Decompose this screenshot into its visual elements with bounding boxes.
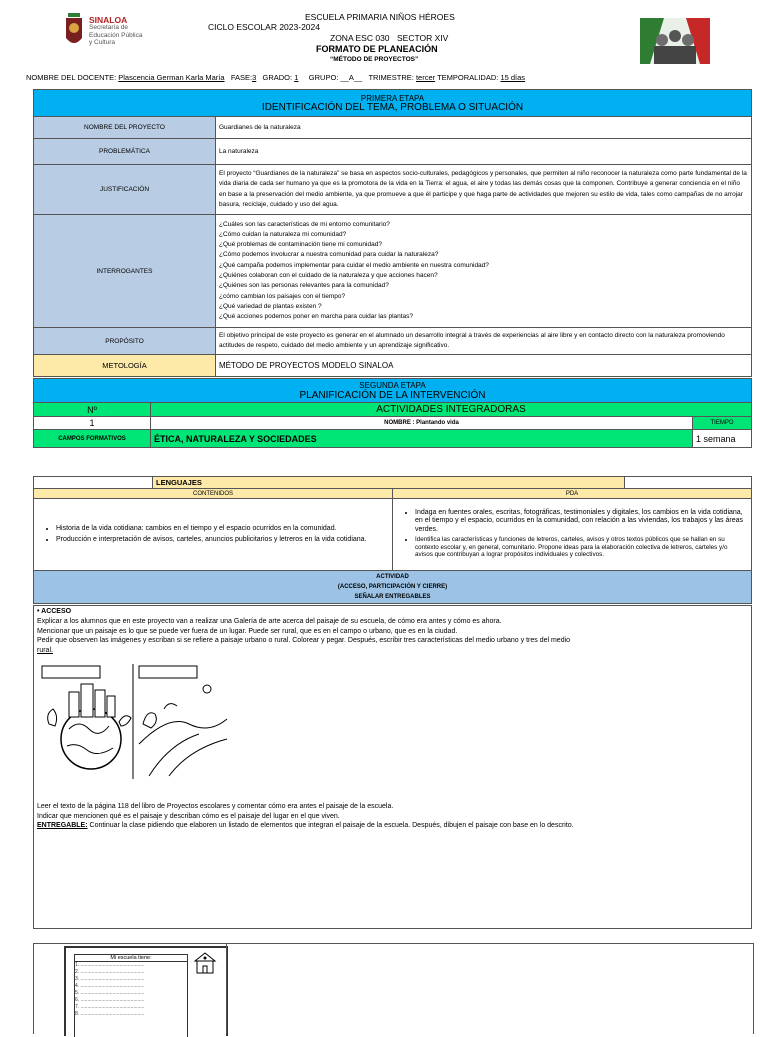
temporality-label: TEMPORALIDAD: bbox=[437, 73, 499, 82]
stage2-title: SEGUNDA ETAPA bbox=[359, 380, 426, 390]
activity-name: NOMBRE : Plantando vida bbox=[151, 417, 693, 430]
question-item: ¿Quiénes colaboran con el cuidado de la naturaleza y que acciones hacen? bbox=[219, 272, 438, 279]
pda-item: • Indaga en fuentes orales, escritas, fotográficas, testimoniales y digitales, los cambios en la vida cotidiana, en el tiempo y el espacio, ocurridos en la comunidad, con relación a las viviendas, los trabajos y las áreas verdes. bbox=[415, 509, 743, 535]
trimester-value: tercer bbox=[415, 73, 436, 82]
worksheet-section bbox=[33, 943, 754, 1034]
worksheet-item: 5. .............................................. bbox=[75, 990, 145, 996]
field-value: ÉTICA, NATURALEZA Y SOCIEDADES bbox=[151, 430, 693, 448]
worksheet-title: Mi escuela tiene: bbox=[75, 955, 187, 962]
time-label: TIEMPO bbox=[693, 417, 752, 430]
org-sub-line: y Cultura bbox=[89, 39, 116, 46]
time-value: 1 semana bbox=[693, 430, 752, 448]
teacher-name: Plascencia German Karla María bbox=[118, 73, 225, 82]
method-value: MÉTODO DE PROYECTOS MODELO SINALOA bbox=[216, 355, 752, 377]
question-item: ¿Cuáles son las características de mi entorno comunitario? bbox=[219, 220, 390, 228]
lenguajes-empty bbox=[625, 477, 752, 489]
org-sub-line: Secretaría de bbox=[89, 24, 129, 31]
worksheet-item: 2. .............................................. bbox=[75, 969, 145, 975]
pda-cell bbox=[393, 499, 752, 571]
deliverable-text: Continuar la clase pidiendo que elaboren un listado de elementos que integran el paisaje de la escuela. Después, dibujen el paisaje con base en lo descrito. bbox=[87, 822, 574, 829]
org-sub-line: Educación Pública bbox=[89, 31, 143, 39]
questions-list bbox=[216, 215, 752, 328]
acceso-line: rural. bbox=[37, 646, 53, 654]
worksheet-item: 4. .............................................. bbox=[75, 983, 145, 989]
acceso-intro bbox=[37, 617, 570, 655]
stage1-title: PRIMERA ETAPA bbox=[360, 94, 425, 103]
activity-title: ACTIVIDAD bbox=[376, 574, 409, 580]
temporality-value: 15 días bbox=[500, 73, 526, 82]
purpose-label: PROPÓSITO bbox=[34, 328, 216, 355]
project-label: NOMBRE DEL PROYECTO bbox=[34, 117, 216, 139]
question-item: ¿Quiénes son las personas relevantes para la comunidad? bbox=[219, 282, 389, 290]
acceso-line: Indicar que mencionen qué es el paisaje y describan cómo es el paisaje del lugar en el que viven. bbox=[37, 812, 340, 820]
acceso-title: • ACCESO bbox=[37, 608, 72, 615]
school-building-icon bbox=[192, 951, 218, 980]
org-name: SINALOA bbox=[89, 15, 128, 25]
worksheet-item: 7. .............................................. bbox=[75, 1004, 145, 1010]
question-item: ¿Qué problemas de contaminación tiene mi comunidad? bbox=[219, 241, 382, 249]
acceso-line: Pedir que observen las imágenes y escriban si se refiere a paisaje urbano o rural. Colorear y pegar. Después, escribir tres características del medio urbano y tres del medio bbox=[37, 637, 571, 644]
contents-table bbox=[33, 488, 752, 604]
worksheet-card bbox=[64, 946, 228, 1036]
heroes-image bbox=[640, 10, 710, 64]
worksheet-item: 3. .............................................. bbox=[75, 976, 145, 982]
acceso-line: Explicar a los alumnos que en este proyecto van a realizar una Galería de arte acerca del paisaje de su escuela, de cómo era antes y cómo es ahora. bbox=[37, 618, 502, 625]
question-item: ¿cómo cambian los paisajes con el tiempo? bbox=[219, 292, 346, 300]
stage2-table bbox=[33, 378, 752, 448]
group-value: __A__ bbox=[340, 73, 363, 82]
format-title: FORMATO DE PLANEACIÓN bbox=[316, 44, 438, 54]
question-item: ¿Qué acciones podemos poner en marcha para cuidar las plantas? bbox=[219, 313, 414, 321]
problem-label: PROBLEMÁTICA bbox=[34, 139, 216, 165]
purpose-value: El objetivo principal de este proyecto es generar en el alumnado un desarrollo integral a través de experiencias al aire libre y en contacto directo con la naturaleza promoviendo actitudes de respeto, cuidado del medio ambiente y un aprendizaje significativo. bbox=[216, 328, 752, 355]
teacher-label: NOMBRE DEL DOCENTE: bbox=[26, 73, 117, 82]
deliverable-label: ENTREGABLE: bbox=[37, 822, 88, 829]
project-value: Guardianes de la naturaleza bbox=[216, 117, 752, 139]
grade-value: 1 bbox=[294, 73, 299, 82]
number-label: Nº bbox=[34, 403, 151, 417]
fields-label: CAMPOS FORMATIVOS bbox=[34, 430, 151, 448]
worksheet-list bbox=[74, 954, 188, 1037]
method-label: METOLOGÍA bbox=[34, 355, 216, 377]
question-item: ¿Cómo podemos involucrar a nuestra comunidad para cuidar la naturaleza? bbox=[219, 251, 439, 259]
worksheet-item: 1. .............................................. bbox=[75, 962, 145, 968]
landscape-illustration bbox=[39, 664, 229, 779]
pda-label: PDA bbox=[393, 489, 752, 499]
contents-cell bbox=[34, 499, 393, 571]
worksheet-divider bbox=[226, 944, 227, 1034]
pda-item: • Identifica las características y funciones de letreros, carteles, avisos y otros textos públicos que se hallan en su contexto escolar y, en general, comunitario. Propone ideas para la elaboración colectiva de letreros, carteles y/o avisos que contribuyan a lograr propósitos individuales y colectivos. bbox=[415, 536, 743, 559]
school-sector: SECTOR XIV bbox=[397, 33, 449, 43]
question-item: ¿Qué campaña podemos implementar para cuidar el medio ambiente en nuestra comunidad? bbox=[219, 261, 489, 269]
stage1-table bbox=[33, 89, 752, 377]
activity-subtitle: (ACCESO, PARTICIPACIÓN Y CIERRE) bbox=[337, 584, 448, 590]
content-item: • Historia de la vida cotidiana: cambios en el tiempo y el espacio ocurridos en la comunidad. bbox=[56, 524, 384, 533]
content-item: • Producción e interpretación de avisos, carteles, anuncios publicitarios y letreros en la vida cotidiana. bbox=[56, 535, 384, 544]
activity-header bbox=[34, 571, 752, 604]
phase-value: 3 bbox=[252, 73, 257, 82]
contents-label: CONTENIDOS bbox=[34, 489, 393, 499]
question-item: ¿Cómo cuidan la naturaleza mi comunidad? bbox=[219, 230, 347, 238]
lenguajes-title: LENGUAJES bbox=[153, 477, 625, 489]
justification-value: El proyecto “Guardianes de la naturaleza” se basa en aspectos socio-culturales, pedagógicos y personales, que permiten al niño reconocer la naturaleza como parte fundamental de la vida diaria de cada ser humano ya que es la promotora de la vida en la Tierra: el agua, el aire y todas las demás cosas que la componen. Contribuye a generar conciencia en el niño en base a la preservación del medio ambiente, ya que promueve a que él participe y que haga parte de actividades que mejoren su estilo de vida, tales como campañas de no arrojar basura, reciclaje, cuidado y uso del agua. bbox=[216, 165, 752, 215]
sinaloa-logo bbox=[62, 12, 86, 52]
activity-number: 1 bbox=[34, 417, 151, 430]
activities-label: ACTIVIDADES INTEGRADORAS bbox=[151, 403, 752, 417]
format-subtitle: “MÉTODO DE PROYECTOS” bbox=[330, 56, 419, 63]
worksheet-item: 6. .............................................. bbox=[75, 997, 145, 1003]
school-cycle: CICLO ESCOLAR 2023-2024 bbox=[208, 22, 320, 32]
stage2-header bbox=[34, 379, 752, 403]
acceso-line: Mencionar que un paisaje es lo que se puede ver fuera de un lugar. Puede ser rural, que es en el campo o urbano, que es en la ciudad. bbox=[37, 627, 458, 635]
group-label: GRUPO: bbox=[308, 73, 339, 82]
phase-label: FASE: bbox=[230, 73, 253, 82]
question-item: ¿Qué variedad de plantas existen ? bbox=[219, 302, 322, 310]
acceso-line: Leer el texto de la página 118 del libro de Proyectos escolares y comentar cómo era antes el paisaje de la escuela. bbox=[37, 803, 394, 810]
stage2-subtitle: PLANIFICACIÓN DE LA INTERVENCIÓN bbox=[299, 389, 486, 401]
teacher-info bbox=[26, 73, 525, 82]
trimester-label: TRIMESTRE: bbox=[368, 73, 414, 82]
grade-label: GRADO: bbox=[262, 73, 293, 82]
lenguajes-spacer bbox=[34, 477, 153, 489]
activity-deliverables-note: SEÑALAR ENTREGABLES bbox=[354, 594, 431, 600]
org-subtitle bbox=[89, 24, 142, 47]
worksheet-item: 8. .............................................. bbox=[75, 1011, 145, 1017]
stage1-header bbox=[34, 90, 752, 117]
school-zone: ZONA ESC 030 bbox=[330, 33, 390, 43]
justification-label: JUSTIFICACIÓN bbox=[34, 165, 216, 215]
acceso-followup bbox=[37, 802, 574, 831]
acceso-section bbox=[33, 605, 752, 929]
questions-label: INTERROGANTES bbox=[34, 215, 216, 328]
school-name: ESCUELA PRIMARIA NIÑOS HÉROES bbox=[305, 12, 455, 22]
stage1-subtitle: IDENTIFICACIÓN DEL TEMA, PROBLEMA O SITUACIÓN bbox=[261, 102, 524, 113]
problem-value: La naturaleza bbox=[216, 139, 752, 165]
